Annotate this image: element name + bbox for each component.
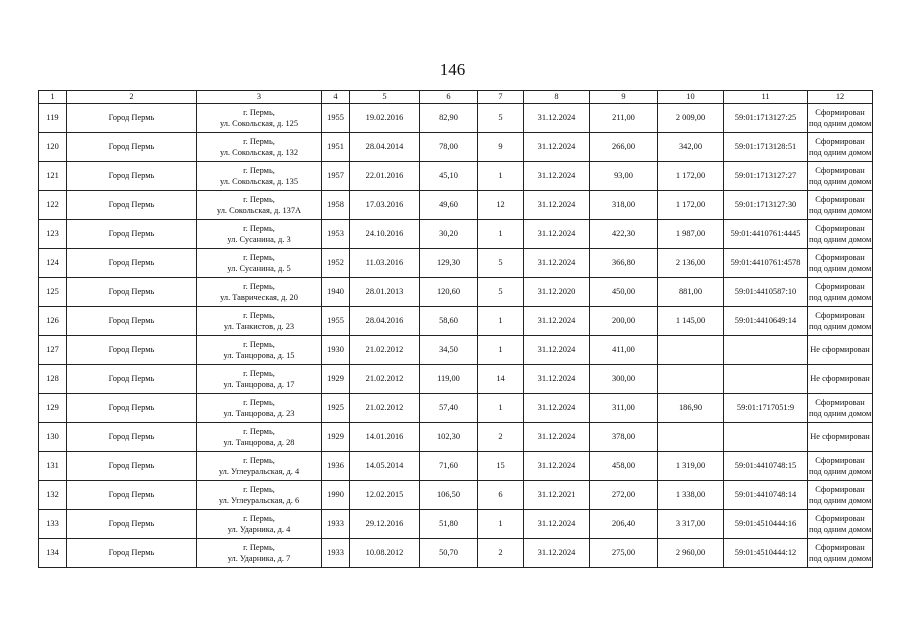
address-street: ул. Сокольская, д. 135 [219,177,299,186]
land-area-cell: 2 960,00 [658,539,724,568]
row-number: 121 [39,162,67,191]
land-area-cell: 1 145,00 [658,307,724,336]
land-area-cell: 3 317,00 [658,510,724,539]
municipality-cell: Город Пермь [67,394,197,423]
land-area-cell: 1 338,00 [658,481,724,510]
count-cell: 5 [478,104,524,133]
year-cell: 1953 [322,220,350,249]
status-line-2: под одним домом [809,206,872,215]
value-cell: 422,30 [590,220,658,249]
table-row [39,336,873,365]
address-cell [197,278,322,307]
status-line-1: Сформирован [815,281,865,291]
deadline-cell: 31.12.2024 [524,220,590,249]
date-cell: 14.05.2014 [350,452,420,481]
year-cell: 1925 [322,394,350,423]
status-cell [808,365,873,394]
year-cell: 1955 [322,307,350,336]
area-cell: 58,60 [420,307,478,336]
address-city: г. Пермь, [243,310,275,320]
municipality-cell: Город Пермь [67,133,197,162]
row-number: 130 [39,423,67,452]
land-area-cell: 881,00 [658,278,724,307]
year-cell: 1930 [322,336,350,365]
year-cell: 1933 [322,539,350,568]
column-header-3: 3 [197,91,322,104]
column-header-2: 2 [67,91,197,104]
count-cell: 2 [478,423,524,452]
status-cell [808,510,873,539]
deadline-cell: 31.12.2024 [524,133,590,162]
value-cell: 275,00 [590,539,658,568]
column-header-9: 9 [590,91,658,104]
deadline-cell: 31.12.2024 [524,394,590,423]
address-cell [197,423,322,452]
status-cell [808,104,873,133]
count-cell: 1 [478,162,524,191]
status-cell [808,423,873,452]
cadastral-number-cell: 59:01:4410761:4445 [724,220,808,249]
cadastral-number-cell: 59:01:4510444:16 [724,510,808,539]
row-number: 134 [39,539,67,568]
value-cell: 200,00 [590,307,658,336]
address-street: ул. Сусанина, д. 5 [227,264,291,273]
date-cell: 28.01.2013 [350,278,420,307]
deadline-cell: 31.12.2024 [524,423,590,452]
status-cell [808,278,873,307]
municipality-cell: Город Пермь [67,162,197,191]
land-area-cell: 1 172,00 [658,162,724,191]
year-cell: 1957 [322,162,350,191]
land-area-cell [658,336,724,365]
table-row [39,452,873,481]
year-cell: 1929 [322,423,350,452]
count-cell: 1 [478,510,524,539]
deadline-cell: 31.12.2024 [524,336,590,365]
row-number: 119 [39,104,67,133]
address-cell [197,394,322,423]
row-number: 133 [39,510,67,539]
count-cell: 12 [478,191,524,220]
status-line-2: под одним домом [809,467,872,476]
table-row [39,394,873,423]
municipality-cell: Город Пермь [67,278,197,307]
table-row [39,510,873,539]
value-cell: 411,00 [590,336,658,365]
date-cell: 21.02.2012 [350,336,420,365]
table-row [39,220,873,249]
area-cell: 34,50 [420,336,478,365]
area-cell: 120,60 [420,278,478,307]
status-line-1: Сформирован [815,136,865,146]
column-header-12: 12 [808,91,873,104]
cadastral-number-cell: 59:01:1713127:27 [724,162,808,191]
table-row [39,278,873,307]
count-cell: 1 [478,336,524,365]
address-city: г. Пермь, [243,339,275,349]
deadline-cell: 31.12.2024 [524,104,590,133]
status-line-2: под одним домом [809,293,872,302]
deadline-cell: 31.12.2024 [524,510,590,539]
address-cell [197,307,322,336]
status-line-1: Сформирован [815,223,865,233]
address-street: ул. Танцорова, д. 15 [223,351,295,360]
area-cell: 57,40 [420,394,478,423]
column-header-10: 10 [658,91,724,104]
row-number: 122 [39,191,67,220]
address-cell [197,162,322,191]
status-line-1: Сформирован [815,455,865,465]
date-cell: 21.02.2012 [350,394,420,423]
count-cell: 5 [478,278,524,307]
date-cell: 14.01.2016 [350,423,420,452]
land-area-cell: 1 319,00 [658,452,724,481]
address-cell [197,336,322,365]
address-cell [197,539,322,568]
date-cell: 29.12.2016 [350,510,420,539]
count-cell: 1 [478,394,524,423]
status-line-1: Сформирован [815,484,865,494]
value-cell: 211,00 [590,104,658,133]
table-row [39,307,873,336]
address-street: ул. Таврическая, д. 20 [220,293,298,302]
area-cell: 71,60 [420,452,478,481]
land-area-cell: 1 172,00 [658,191,724,220]
area-cell: 51,80 [420,510,478,539]
column-header-11: 11 [724,91,808,104]
municipality-cell: Город Пермь [67,104,197,133]
year-cell: 1940 [322,278,350,307]
land-area-cell: 342,00 [658,133,724,162]
row-number: 132 [39,481,67,510]
column-header-1: 1 [39,91,67,104]
column-header-7: 7 [478,91,524,104]
area-cell: 45,10 [420,162,478,191]
value-cell: 378,00 [590,423,658,452]
year-cell: 1990 [322,481,350,510]
cadastral-number-cell: 59:01:4410748:14 [724,481,808,510]
value-cell: 311,00 [590,394,658,423]
table-row [39,133,873,162]
municipality-cell: Город Пермь [67,191,197,220]
column-header-6: 6 [420,91,478,104]
area-cell: 119,00 [420,365,478,394]
municipality-cell: Город Пермь [67,481,197,510]
area-cell: 49,60 [420,191,478,220]
cadastral-number-cell: 59:01:4410761:4578 [724,249,808,278]
municipality-cell: Город Пермь [67,365,197,394]
value-cell: 206,40 [590,510,658,539]
deadline-cell: 31.12.2024 [524,191,590,220]
address-street: ул. Углеуральская, д. 4 [218,467,300,476]
date-cell: 22.01.2016 [350,162,420,191]
row-number: 124 [39,249,67,278]
row-number: 129 [39,394,67,423]
deadline-cell: 31.12.2024 [524,249,590,278]
land-area-cell: 1 987,00 [658,220,724,249]
address-city: г. Пермь, [243,484,275,494]
cadastral-number-cell: 59:01:4510444:12 [724,539,808,568]
address-street: ул. Танкистов, д. 23 [223,322,295,331]
value-cell: 458,00 [590,452,658,481]
address-street: ул. Сусанина, д. 3 [227,235,291,244]
status-line-2: под одним домом [809,235,872,244]
area-cell: 129,30 [420,249,478,278]
address-city: г. Пермь, [243,513,275,523]
value-cell: 450,00 [590,278,658,307]
municipality-cell: Город Пермь [67,510,197,539]
year-cell: 1952 [322,249,350,278]
header-row [39,91,873,104]
address-cell [197,133,322,162]
table-row [39,162,873,191]
count-cell: 15 [478,452,524,481]
status-line-2: под одним домом [809,525,872,534]
date-cell: 24.10.2016 [350,220,420,249]
year-cell: 1936 [322,452,350,481]
year-cell: 1951 [322,133,350,162]
deadline-cell: 31.12.2024 [524,452,590,481]
municipality-cell: Город Пермь [67,220,197,249]
count-cell: 9 [478,133,524,162]
status-cell [808,220,873,249]
row-number: 128 [39,365,67,394]
status-line-2: под одним домом [809,264,872,273]
address-cell [197,104,322,133]
address-city: г. Пермь, [243,107,275,117]
address-city: г. Пермь, [243,368,275,378]
municipality-cell: Город Пермь [67,539,197,568]
cadastral-number-cell: 59:01:1713127:25 [724,104,808,133]
status-line-1: Не сформирован [810,345,870,355]
table-row [39,249,873,278]
status-line-1: Не сформирован [810,432,870,442]
year-cell: 1933 [322,510,350,539]
status-line-1: Не сформирован [810,374,870,384]
cadastral-number-cell: 59:01:1713128:51 [724,133,808,162]
land-area-cell [658,423,724,452]
address-city: г. Пермь, [243,194,275,204]
address-city: г. Пермь, [243,426,275,436]
status-line-2: под одним домом [809,409,872,418]
land-area-cell [658,365,724,394]
count-cell: 6 [478,481,524,510]
status-line-2: под одним домом [809,148,872,157]
year-cell: 1955 [322,104,350,133]
status-cell [808,452,873,481]
address-city: г. Пермь, [243,165,275,175]
row-number: 120 [39,133,67,162]
status-cell [808,336,873,365]
area-cell: 78,00 [420,133,478,162]
address-cell [197,191,322,220]
date-cell: 28.04.2016 [350,307,420,336]
address-city: г. Пермь, [243,252,275,262]
municipality-cell: Город Пермь [67,336,197,365]
deadline-cell: 31.12.2024 [524,162,590,191]
count-cell: 1 [478,220,524,249]
address-city: г. Пермь, [243,136,275,146]
cadastral-number-cell: 59:01:1713127:30 [724,191,808,220]
status-line-2: под одним домом [809,496,872,505]
address-cell [197,510,322,539]
address-street: ул. Ударника, д. 7 [227,554,291,563]
status-cell [808,191,873,220]
status-cell [808,249,873,278]
table-row [39,104,873,133]
date-cell: 28.04.2014 [350,133,420,162]
status-line-2: под одним домом [809,177,872,186]
count-cell: 14 [478,365,524,394]
status-cell [808,307,873,336]
address-city: г. Пермь, [243,397,275,407]
count-cell: 2 [478,539,524,568]
status-cell [808,539,873,568]
year-cell: 1958 [322,191,350,220]
deadline-cell: 31.12.2024 [524,365,590,394]
status-line-1: Сформирован [815,513,865,523]
housing-registry-table [38,90,873,568]
address-street: ул. Ударника, д. 4 [227,525,291,534]
area-cell: 102,30 [420,423,478,452]
municipality-cell: Город Пермь [67,249,197,278]
value-cell: 93,00 [590,162,658,191]
address-street: ул. Танцорова, д. 17 [223,380,295,389]
address-street: ул. Сокольская, д. 132 [219,148,299,157]
table-body [39,104,873,568]
cadastral-number-cell: 59:01:4410748:15 [724,452,808,481]
area-cell: 50,70 [420,539,478,568]
date-cell: 10.08.2012 [350,539,420,568]
status-line-1: Сформирован [815,310,865,320]
count-cell: 5 [478,249,524,278]
value-cell: 300,00 [590,365,658,394]
table-row [39,365,873,394]
address-cell [197,481,322,510]
table-row [39,539,873,568]
address-city: г. Пермь, [243,223,275,233]
table-row [39,481,873,510]
date-cell: 11.03.2016 [350,249,420,278]
cadastral-number-cell [724,336,808,365]
status-line-1: Сформирован [815,194,865,204]
date-cell: 17.03.2016 [350,191,420,220]
date-cell: 12.02.2015 [350,481,420,510]
cadastral-number-cell: 59:01:4410649:14 [724,307,808,336]
date-cell: 19.02.2016 [350,104,420,133]
cadastral-number-cell [724,365,808,394]
status-cell [808,162,873,191]
area-cell: 30,20 [420,220,478,249]
area-cell: 106,50 [420,481,478,510]
cadastral-number-cell: 59:01:1717051:9 [724,394,808,423]
address-cell [197,452,322,481]
table-row [39,191,873,220]
deadline-cell: 31.12.2020 [524,278,590,307]
status-line-1: Сформирован [815,542,865,552]
status-line-1: Сформирован [815,165,865,175]
status-line-1: Сформирован [815,397,865,407]
municipality-cell: Город Пермь [67,452,197,481]
status-cell [808,481,873,510]
land-area-cell: 2 009,00 [658,104,724,133]
address-street: ул. Танцорова, д. 23 [223,409,295,418]
status-cell [808,133,873,162]
row-number: 127 [39,336,67,365]
status-line-2: под одним домом [809,554,872,563]
address-cell [197,249,322,278]
value-cell: 266,00 [590,133,658,162]
municipality-cell: Город Пермь [67,307,197,336]
address-street: ул. Углеуральская, д. 6 [218,496,300,505]
address-street: ул. Сокольская, д. 137А [216,206,302,215]
address-city: г. Пермь, [243,455,275,465]
cadastral-number-cell [724,423,808,452]
deadline-cell: 31.12.2021 [524,481,590,510]
status-line-2: под одним домом [809,119,872,128]
address-street: ул. Сокольская, д. 125 [219,119,299,128]
land-area-cell: 186,90 [658,394,724,423]
address-cell [197,220,322,249]
address-city: г. Пермь, [243,281,275,291]
land-area-cell: 2 136,00 [658,249,724,278]
column-header-4: 4 [322,91,350,104]
row-number: 131 [39,452,67,481]
address-city: г. Пермь, [243,542,275,552]
deadline-cell: 31.12.2024 [524,307,590,336]
row-number: 123 [39,220,67,249]
municipality-cell: Город Пермь [67,423,197,452]
row-number: 126 [39,307,67,336]
status-cell [808,394,873,423]
address-cell [197,365,322,394]
table-row [39,423,873,452]
address-street: ул. Танцорова, д. 28 [223,438,295,447]
value-cell: 318,00 [590,191,658,220]
count-cell: 1 [478,307,524,336]
status-line-1: Сформирован [815,252,865,262]
area-cell: 82,90 [420,104,478,133]
status-line-1: Сформирован [815,107,865,117]
value-cell: 366,80 [590,249,658,278]
deadline-cell: 31.12.2024 [524,539,590,568]
year-cell: 1929 [322,365,350,394]
page-number: 146 [439,60,466,79]
value-cell: 272,00 [590,481,658,510]
row-number: 125 [39,278,67,307]
column-header-5: 5 [350,91,420,104]
column-header-8: 8 [524,91,590,104]
status-line-2: под одним домом [809,322,872,331]
cadastral-number-cell: 59:01:4410587:10 [724,278,808,307]
date-cell: 21.02.2012 [350,365,420,394]
